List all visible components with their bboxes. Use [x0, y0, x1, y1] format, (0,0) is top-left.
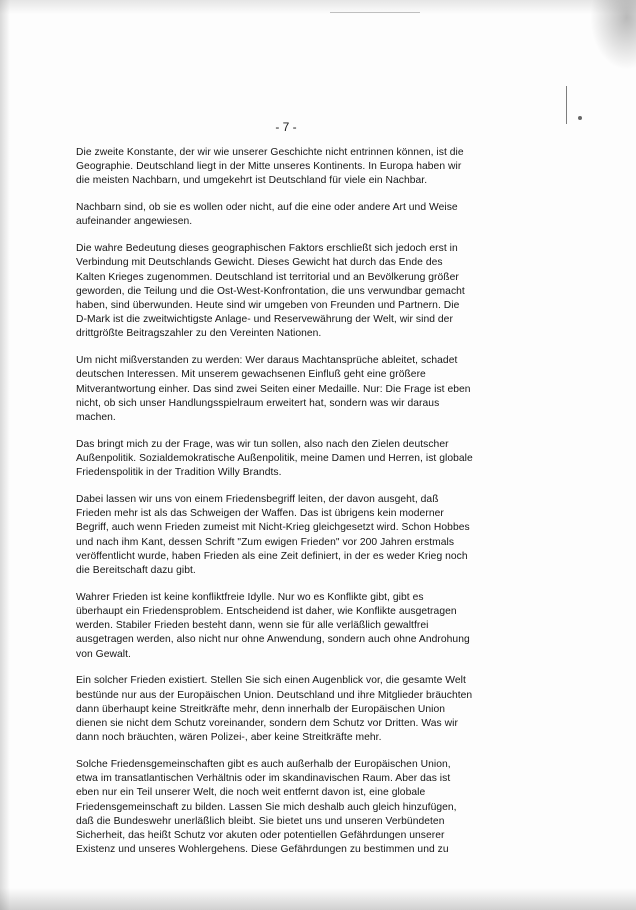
margin-pen-dot [578, 116, 582, 120]
paragraph: Die zweite Konstante, der wir wie unserer Geschichte nicht entrinnen können, ist die Geographie. Deutschland liegt in der Mitte unseres Kontinents. In Europa haben wir die meisten Nachbarn, und umgekehrt ist Deutschland für viele ein Nachbar. [76, 147, 464, 187]
paragraph: Die wahre Bedeutung dieses geographischen Faktors erschließt sich jedoch erst in Verbindung mit Deutschlands Gewicht. Dieses Gewicht hat durch das Ende des Kalten Krieges zugenommen. Deutschland ist territorial und an Bevölkerung größer geworden, die Teilung und die Ost-West-Konfrontation, die uns verwundbar gemacht haben, sind überwunden. Heute sind wir umgeben von Freunden und Partnern. Die D-Mark ist die zweitwichtigste Anlage- und Reservewährung der Welt, wir sind der drittgrößte Beitragszahler zu den Vereinten Nationen. [76, 243, 465, 340]
paragraph: Wahrer Frieden ist keine konfliktfreie Idylle. Nur wo es Konflikte gibt, gibt es überhaupt ein Friedensproblem. Entscheidend ist daher, wie Konflikte ausgetragen werden. Stabiler Frieden besteht dann, wenn sie für alle verläßlich gewaltfrei ausgetragen werden, also nicht nur ohne Anwendung, sondern auch ohne Androhung von Gewalt. [76, 591, 470, 660]
paragraph: Ein solcher Frieden existiert. Stellen Sie sich einen Augenblick vor, die gesamte Welt bestünde nur aus der Europäischen Union. Deutschland und ihre Mitglieder bräuchten dann überhaupt keine Streitkräfte mehr, denn innerhalb der Europäischen Union dienen sie nicht dem Schutz voreinander, sondern dem Schutz vor Dritten. Was wir dann noch bräuchten, wären Polizei-, aber keine Streitkräfte mehr. [76, 675, 473, 744]
page-number: - 7 - [275, 120, 297, 134]
paragraph: Um nicht mißverstanden zu werden: Wer daraus Machtansprüche ableitet, schadet deutschen Interessen. Mit unserem gewachsenen Einfluß geht eine größere Mitverantwortung einher. Das sind zwei Seiten einer Medaille. Nur: Die Frage ist eben nicht, ob sich unser Handlungsspielraum erweitert hat, sondern was wir daraus machen. [76, 355, 471, 424]
scan-shadow-left [0, 0, 10, 910]
scan-shadow-bottom [0, 888, 636, 910]
paragraph: Solche Friedensgemeinschaften gibt es auch außerhalb der Europäischen Union, etwa im transatlantischen Verhältnis oder im skandinavischen Raum. Aber das ist eben nur ein Teil unserer Welt, die noch weit entfernt davon ist, eine globale Friedensgemeinschaft zu bilden. Lassen Sie mich deshalb auch gleich hinzufügen, daß die Bundeswehr unerläßlich bleibt. Sie bietet uns und unseren Verbündeten Sicherheit, das heißt Schutz vor akuten oder potentiellen Gefährdungen unserer Existenz und unseres Wohlergehens. Diese Gefährdungen zu bestimmen und zu [76, 759, 457, 856]
body-text [76, 146, 506, 857]
scan-corner-smudge [590, 0, 636, 70]
scan-shadow-top [0, 0, 636, 14]
scan-artifact-line [330, 12, 420, 13]
paragraph: Das bringt mich zu der Frage, was wir tun sollen, also nach den Zielen deutscher Außenpolitik. Sozialdemokratische Außenpolitik, meine Damen und Herren, ist globale Friedenspolitik in der Tradition Willy Brandts. [76, 438, 473, 479]
paragraph: Dabei lassen wir uns von einem Friedensbegriff leiten, der davon ausgeht, daß Frieden mehr ist als das Schweigen der Waffen. Das ist übrigens kein moderner Begriff, auch wenn Frieden zumeist mit Nicht-Krieg gleichgesetzt wird. Schon Hobbes und nach ihm Kant, dessen Schrift "Zum ewigen Frieden" vor 200 Jahren erstmals veröffentlicht wurde, haben Frieden als eine Zeit definiert, in der es weder Krieg noch die Bereitschaft dazu gibt. [76, 494, 470, 577]
paragraph: Nachbarn sind, ob sie es wollen oder nicht, auf die eine oder andere Art und Weise aufeinander angewiesen. [76, 202, 458, 228]
